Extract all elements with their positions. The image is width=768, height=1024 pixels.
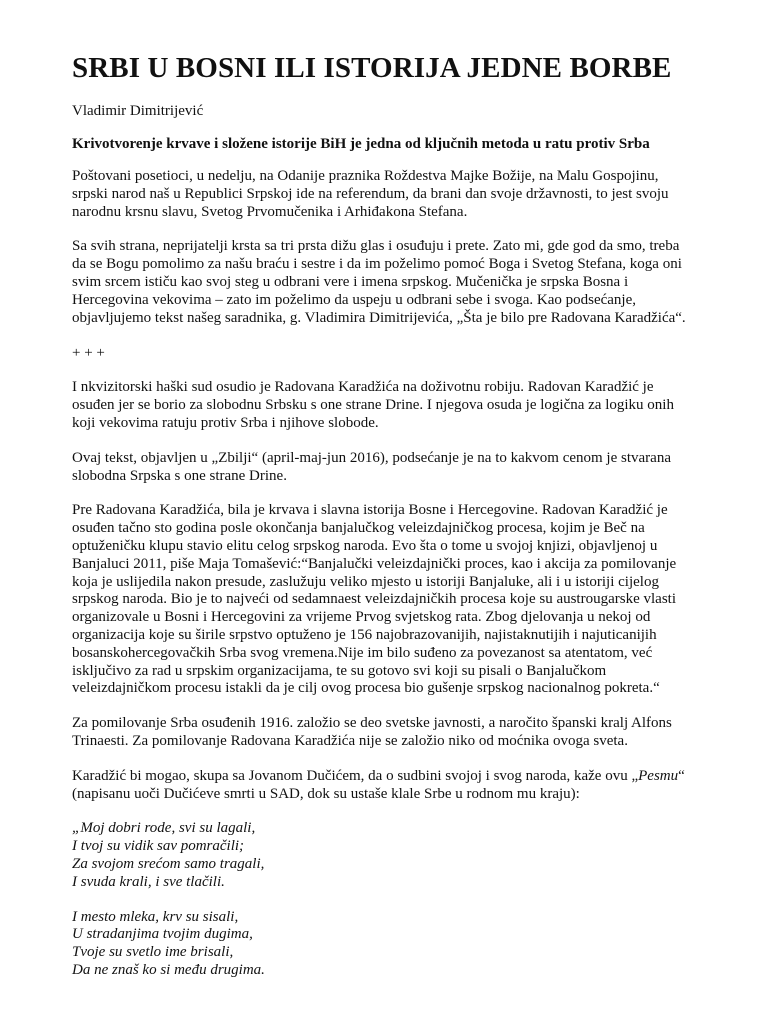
text-line: koji vekovima ratuju protiv Srba i njihove slobode. bbox=[72, 414, 379, 431]
text-line: Sa svih strana, neprijatelji krsta sa tri prsta dižu glas i osuđuju i prete. Zato mi, gde god da smo, treba bbox=[72, 238, 680, 255]
poem-verse: Tvoje su svetlo ime brisali, bbox=[72, 944, 234, 961]
text-line: bosanskohercegovačkih Srba svog vremena.Nije im bilo suđeno za povezanost sa atentatom, već bbox=[72, 644, 653, 661]
text-line: organizovale u Bosni i Hercegovini za vrijeme Prvog svjetskog rata. Zbog djelovanja u nekoj od bbox=[72, 609, 651, 626]
text-line: Pre Radovana Karadžića, bila je krvava i slavna istorija Bosne i Hercegovine. Radovan Karadžić je bbox=[72, 502, 668, 519]
paragraph-1 bbox=[72, 168, 712, 221]
text-line: Trinaesti. Za pomilovanje Radovana Karadžića nije se založio niko od moćnika ovoga sveta. bbox=[72, 732, 628, 749]
paragraph-2 bbox=[72, 238, 712, 327]
section-separator: + + + bbox=[72, 345, 105, 362]
text-line: organizacija koje su širile srpstvo optuženo je 156 najobrazovanijih, najistaknutijih i najuticanijih bbox=[72, 626, 657, 643]
text-fragment: “ bbox=[678, 767, 685, 784]
text-line: Za pomilovanje Srba osuđenih 1916. založio se deo svetske javnosti, a naročito španski kralj Alfons bbox=[72, 715, 672, 732]
text-line: Ovaj tekst, objavljen u „Zbilji“ (april-maj-jun 2016), podsećanje je na to kakvom cenom je stvarana bbox=[72, 449, 671, 466]
text-line bbox=[72, 768, 712, 786]
document-subtitle: Krivotvorenje krvave i složene istorije BiH je jedna od ključnih metoda u ratu protiv Srba bbox=[72, 136, 650, 152]
author-name: Vladimir Dimitrijević bbox=[72, 103, 204, 119]
paragraph-6 bbox=[72, 715, 712, 751]
text-line: I nkvizitorski haški sud osudio je Radovana Karadžića na doživotnu robiju. Radovan Karadžić je bbox=[72, 379, 654, 396]
text-line: isključivo za rad u srpskim organizacijama, te su gotovo svi koji su pisali o Banjalučkom bbox=[72, 662, 607, 679]
text-line: osuđen jer se borio za slobodnu Srbsku s one strane Drine. I njegova osuda je logična za logiku onih bbox=[72, 397, 674, 414]
text-line: veleizdajničkom procesu istakli da je cilj ovog procesa bio gušenje srpskog nacionalnog pokreta.“ bbox=[72, 680, 660, 697]
paragraph-5 bbox=[72, 502, 712, 698]
poem-stanza-2 bbox=[72, 909, 712, 980]
text-line: srpski narod naš u Republici Srpskoj ide na referendum, da brani dan svoje državnosti, to jest svoju bbox=[72, 185, 669, 202]
text-line: Poštovani posetioci, u nedelju, na Odanije praznika Roždestva Majke Božije, na Malu Gospojinu, bbox=[72, 168, 659, 184]
poem-verse: „Moj dobri rode, svi su lagali, bbox=[72, 820, 256, 837]
text-line: objavljujemo tekst našeg saradnika, g. Vladimira Dimitrijevića, „Šta je bilo pre Radovana Karadžića“. bbox=[72, 309, 686, 326]
poem-verse: I svuda krali, i sve tlačili. bbox=[72, 873, 225, 890]
document-page bbox=[72, 50, 712, 997]
document-title: SRBI U BOSNI ILI ISTORIJA JEDNE BORBE bbox=[72, 52, 672, 84]
text-line: Hercegovina vekovima – zato im poželimo da uspeju u odbrani sebe i svoga. Kao podsećanje, bbox=[72, 291, 636, 308]
text-line: slobodna Srpska s one strane Drine. bbox=[72, 467, 287, 484]
text-line: optuženičku klupu stavio elitu celog srpskog naroda. Evo šta o tome u svojoj knjizi, objavljenoj u bbox=[72, 537, 658, 554]
poem-verse: Za svojom srećom samo tragali, bbox=[72, 855, 265, 872]
poem-verse: I tvoj su vidik sav pomračili; bbox=[72, 838, 245, 855]
text-line: svim srcem ističu kao svoj steg u odbrani vere i imena srpskog. Mučenička je srpska Bosna i bbox=[72, 273, 629, 290]
text-line: da se Bogu pomolimo za našu braću i sestre i da im poželimo pomoć Boga i Svetog Stefana, koga oni bbox=[72, 256, 682, 273]
paragraph-3 bbox=[72, 379, 712, 432]
text-line: (napisanu uoči Dučićeve smrti u SAD, dok su ustaše klale Srbe u rodnom mu kraju): bbox=[72, 785, 580, 802]
paragraph-4 bbox=[72, 450, 712, 486]
paragraph-7 bbox=[72, 768, 712, 804]
poem-verse: Da ne znaš ko si među drugima. bbox=[72, 961, 265, 978]
text-fragment: Karadžić bi mogao, skupa sa Jovanom Dučićem, da o sudbini svojoj i svog naroda, kaže ovu „ bbox=[72, 767, 639, 784]
text-line: narodnu krsnu slavu, Svetog Prvomučenika i Arhiđakona Stefana. bbox=[72, 203, 468, 220]
text-line: Banjaluci 2011, piše Maja Tomašević:“Banjalučki veleizdajnički proces, kao i akcija za pomilovanje bbox=[72, 555, 677, 572]
poem-title: Pesmu bbox=[638, 767, 679, 784]
text-line: koja je uslijedila nakon presude, zaslužuju veliko mjesto u istoriji Banjaluke, ali i u istoriji cijelog bbox=[72, 573, 659, 590]
text-line: srpskog naroda. Bio je to najveći od sedamnaest veleizdajničkih procesa koje su austrougarske vlasti bbox=[72, 591, 676, 608]
text-line: osuđen tačno sto godina posle okončanja banjalučkog veleizdajničkog procesa, kojim je Beč na bbox=[72, 520, 645, 537]
poem-stanza-1 bbox=[72, 820, 712, 891]
poem-verse: U stradanjima tvojim dugima, bbox=[72, 926, 253, 943]
poem-verse: I mesto mleka, krv su sisali, bbox=[72, 908, 239, 925]
